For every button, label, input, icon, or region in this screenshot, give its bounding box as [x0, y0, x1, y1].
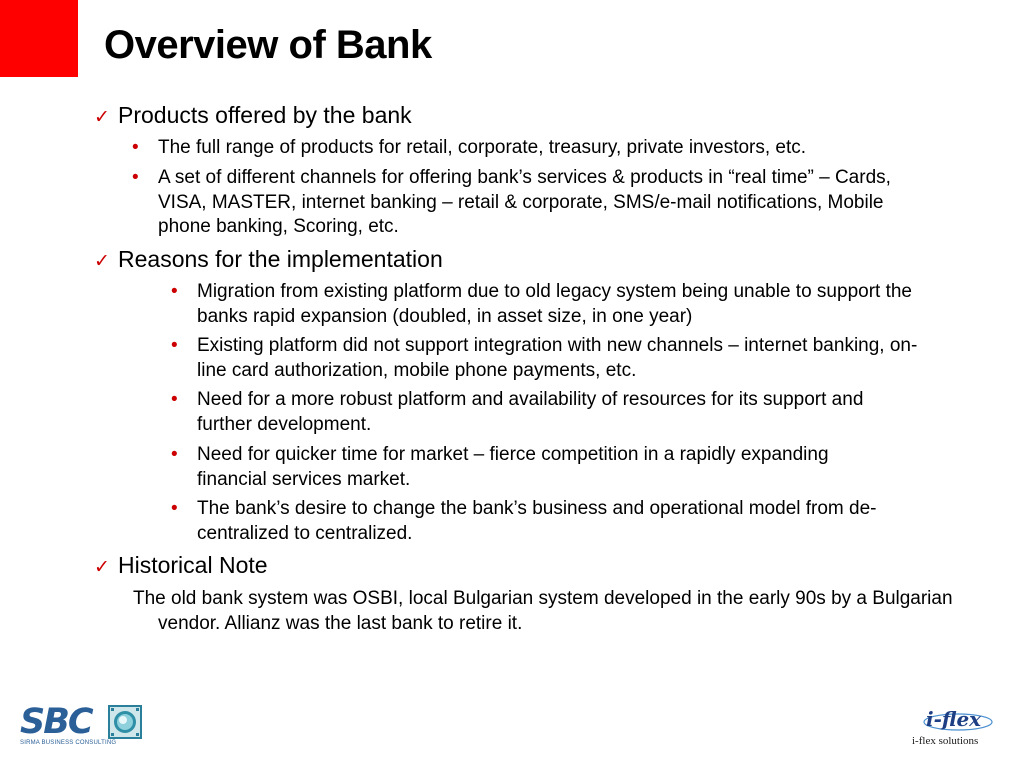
historical-note-text: The old bank system was OSBI, local Bulgarian system developed in the early 90s by a Bulgarian vendor. Allianz was the last bank to retire it. — [133, 588, 953, 634]
list-item — [171, 280, 942, 329]
list-item — [132, 166, 938, 240]
checkmark-icon: ✓ — [94, 556, 110, 578]
list-item — [171, 443, 877, 492]
section-heading-label: Historical Note — [118, 552, 268, 578]
section-heading-reasons — [94, 246, 443, 275]
sbc-logo — [20, 703, 145, 749]
bullet-dot-icon: • — [171, 498, 178, 519]
list-item-text: Existing platform did not support integration with new channels – internet banking, on-line card authorization, mobile phone payments, etc. — [197, 335, 918, 381]
list-item — [132, 136, 958, 161]
checkmark-icon: ✓ — [94, 250, 110, 272]
sbc-logo-text: SBC — [20, 702, 92, 742]
list-item — [171, 334, 942, 383]
section-heading-products — [94, 102, 412, 131]
list-item-text: Need for a more robust platform and availability of resources for its support and further development. — [197, 389, 864, 435]
list-item-text: The full range of products for retail, corporate, treasury, private investors, etc. — [158, 137, 807, 158]
bullet-dot-icon: • — [171, 389, 178, 410]
list-item-text: The bank’s desire to change the bank’s business and operational model from de-centralized to centralized. — [197, 498, 877, 544]
bullet-dot-icon: • — [132, 167, 139, 188]
sbc-logo-subtitle: SIRMA BUSINESS CONSULTING — [20, 740, 117, 746]
section-heading-label: Reasons for the implementation — [118, 246, 443, 272]
list-item-text: Migration from existing platform due to old legacy system being unable to support the banks rapid expansion (doubled, in asset size, in one year) — [197, 281, 912, 327]
list-item-text: Need for quicker time for market – fierce competition in a rapidly expanding financial services market. — [197, 444, 829, 490]
iflex-logo-subtitle: i-flex solutions — [912, 735, 979, 747]
section-heading-historical-note — [94, 552, 268, 581]
list-item — [171, 497, 942, 546]
bullet-dot-icon: • — [171, 281, 178, 302]
slide-title: Overview of Bank — [104, 23, 432, 67]
list-item-text: A set of different channels for offering bank’s services & products in “real time” – Cards, VISA, MASTER, internet banking – retail & corporate, SMS/e-mail notifications, Mobile phone banking, Scoring, etc. — [158, 167, 891, 237]
list-item — [171, 388, 897, 437]
section-heading-label: Products offered by the bank — [118, 102, 412, 128]
iflex-logo-text: i-flex — [926, 707, 982, 731]
sbc-emblem-icon — [108, 705, 142, 739]
checkmark-icon: ✓ — [94, 106, 110, 128]
bullet-dot-icon: • — [171, 335, 178, 356]
red-accent-block — [0, 0, 78, 77]
bullet-dot-icon: • — [132, 137, 139, 158]
iflex-logo — [906, 705, 1001, 750]
bullet-dot-icon: • — [171, 444, 178, 465]
